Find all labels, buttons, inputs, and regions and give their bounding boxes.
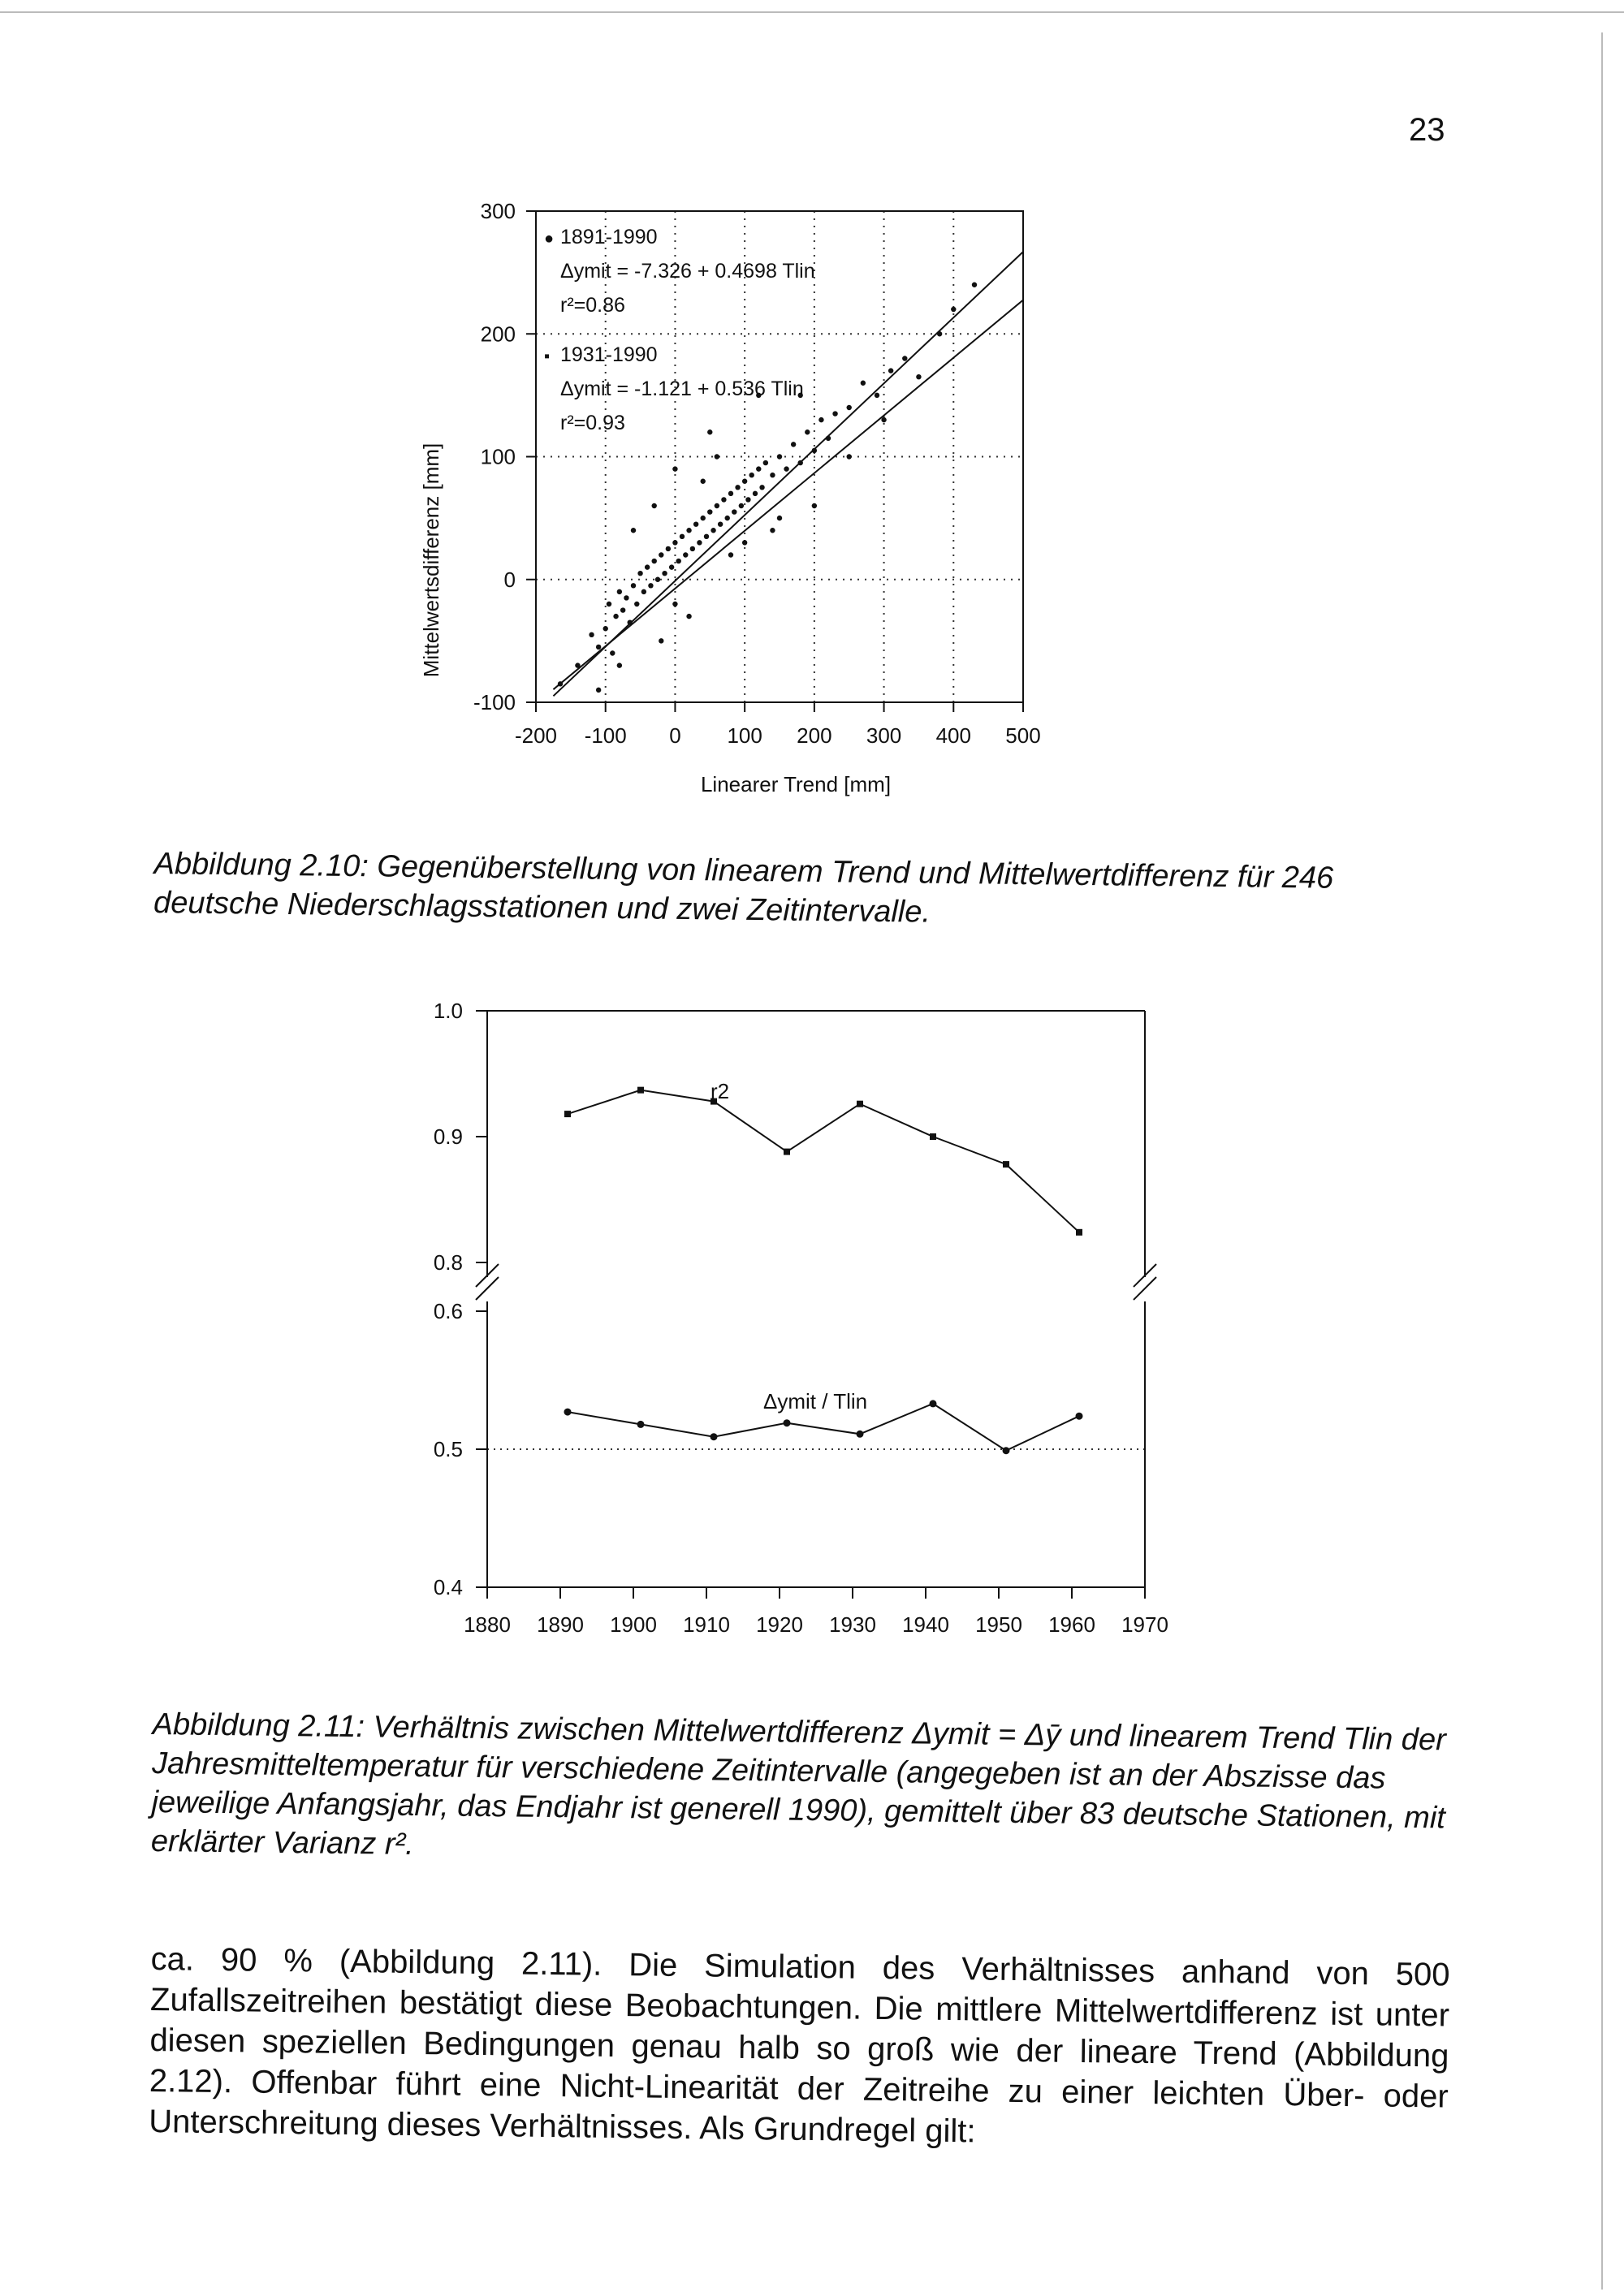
data-point — [672, 466, 677, 471]
data-point — [701, 516, 706, 520]
data-point — [652, 559, 657, 563]
legend-r2-1891: r²=0.86 — [560, 294, 625, 317]
data-point — [881, 417, 886, 422]
data-point — [732, 509, 736, 514]
series-line-r2 — [568, 1090, 1079, 1232]
data-point — [620, 607, 625, 612]
r2-marker — [930, 1133, 936, 1140]
data-point — [697, 540, 702, 545]
x-tick-label: 1890 — [537, 1612, 584, 1637]
data-point — [812, 503, 817, 508]
r2-marker — [784, 1149, 790, 1155]
scatter-y-axis-label: Mittelwertsdifferenz [mm] — [419, 442, 443, 678]
data-point — [715, 454, 719, 459]
data-point — [631, 528, 636, 533]
data-point — [832, 411, 837, 416]
data-point — [784, 466, 788, 471]
data-point — [763, 460, 768, 465]
data-point — [659, 552, 663, 557]
data-point — [701, 479, 706, 484]
data-point — [683, 552, 688, 557]
data-point — [655, 577, 660, 582]
r2-marker — [564, 1111, 571, 1117]
x-tick-label: 500 — [1005, 723, 1041, 748]
data-point — [624, 595, 628, 600]
data-point — [693, 521, 698, 526]
data-point — [607, 602, 611, 606]
legend-marker-1931: ▪ — [544, 347, 551, 365]
series-label-r2: r2 — [710, 1079, 730, 1103]
ratio-marker — [784, 1419, 791, 1426]
x-tick-label: -200 — [514, 723, 558, 748]
data-point — [686, 528, 691, 533]
data-point — [634, 602, 639, 606]
x-tick-label: 1910 — [683, 1612, 730, 1637]
y-tick-label: 0.8 — [433, 1250, 463, 1275]
data-point — [666, 546, 671, 551]
ratio-marker — [564, 1409, 572, 1416]
axis-break-mark — [476, 1277, 499, 1300]
scan-edge-top — [0, 11, 1624, 13]
data-point — [805, 429, 810, 434]
ratio-marker — [637, 1421, 645, 1428]
data-point — [648, 583, 653, 588]
data-point — [710, 528, 715, 533]
data-point — [617, 662, 622, 667]
data-point — [596, 645, 601, 650]
ratio-marker — [857, 1431, 864, 1438]
legend-equation-1891: Δymit = -7.326 + 0.4698 Tlin — [560, 260, 815, 283]
data-point — [756, 466, 761, 471]
data-point — [589, 632, 594, 637]
data-point — [715, 503, 719, 508]
scatter-x-axis-label: Linearer Trend [mm] — [700, 772, 892, 796]
data-point — [735, 485, 740, 490]
data-point — [686, 614, 691, 619]
x-tick-label: 400 — [935, 723, 971, 748]
y-tick-label: 0.6 — [433, 1299, 463, 1323]
data-point — [753, 491, 758, 496]
x-tick-label: 200 — [797, 723, 832, 748]
data-point — [617, 589, 622, 594]
legend-period-1891: 1891-1990 — [560, 226, 658, 248]
data-point — [875, 393, 879, 398]
scatter-legend — [544, 226, 815, 434]
data-point — [951, 307, 956, 312]
data-point — [770, 473, 775, 477]
data-point — [690, 546, 695, 551]
data-point — [777, 454, 782, 459]
data-point — [603, 626, 608, 631]
data-point — [770, 528, 775, 533]
legend-equation-1931: Δymit = -1.121 + 0.536 Tlin — [560, 378, 804, 400]
data-point — [742, 540, 747, 545]
data-point — [818, 417, 823, 422]
data-point — [902, 356, 907, 360]
ratio-marker — [1003, 1447, 1010, 1454]
ratio-marker — [1076, 1413, 1083, 1420]
data-point — [847, 405, 852, 410]
data-point — [610, 650, 615, 655]
data-point — [888, 368, 893, 373]
data-point — [704, 534, 709, 539]
r2-marker — [857, 1101, 863, 1107]
ratio-marker — [710, 1433, 718, 1440]
x-tick-label: 1880 — [464, 1612, 511, 1637]
data-point — [749, 473, 754, 477]
data-point — [721, 497, 726, 502]
r2-marker — [1076, 1229, 1082, 1236]
x-tick-label: 0 — [669, 723, 681, 748]
data-point — [725, 516, 730, 520]
y-tick-label: 0.4 — [433, 1575, 463, 1599]
body-paragraph: ca. 90 % (Abbildung 2.11). Die Simulation des Verhältnisses anhand von 500 Zufallszeitreihen bestätigt diese Beobachtungen. Die mittlere Mittelwertdifferenz ist unter diesen speziellen Bedingungen genau halb so groß wie der lineare Trend (Abbildung 2.12). Offenbar führt eine Nicht-Linearität der Zeitreihe zu einer leichten Über- oder Unterschreitung dieses Verhältnisses. Als Grundregel gilt: — [148, 1940, 1450, 2150]
x-tick-label: 1970 — [1121, 1612, 1168, 1637]
page-number: 23 — [1409, 112, 1445, 148]
legend-period-1931: 1931-1990 — [560, 343, 658, 366]
data-point — [972, 283, 977, 287]
figure-caption-2-10: Abbildung 2.10: Gegenüberstellung von linearem Trend und Mittelwertdifferenz für 246 deutsche Niederschlagsstationen und zwei Zeitintervalle. — [153, 846, 1334, 930]
data-point — [707, 429, 712, 434]
x-tick-label: 1930 — [829, 1612, 876, 1637]
y-tick-label: 0.9 — [433, 1124, 463, 1149]
legend-marker-1891: ● — [544, 230, 555, 248]
data-point — [742, 479, 747, 484]
x-tick-label: 1920 — [756, 1612, 803, 1637]
y-tick-label: 1.0 — [433, 999, 463, 1023]
scan-edge-right — [1601, 32, 1603, 2290]
axis-break-mark — [1134, 1277, 1156, 1300]
data-point — [718, 521, 723, 526]
data-point — [759, 485, 764, 490]
x-tick-label: 1940 — [902, 1612, 949, 1637]
data-point — [662, 571, 667, 576]
r2-marker — [1003, 1161, 1009, 1167]
data-point — [847, 454, 852, 459]
x-tick-label: 1960 — [1048, 1612, 1095, 1637]
data-point — [676, 559, 681, 563]
data-point — [739, 503, 744, 508]
x-tick-label: 1900 — [610, 1612, 657, 1637]
data-point — [645, 564, 650, 569]
data-point — [659, 638, 663, 643]
data-point — [596, 688, 601, 693]
data-point — [728, 491, 733, 496]
y-tick-label: 200 — [480, 322, 516, 347]
figure-caption-2-11: Abbildung 2.11: Verhältnis zwischen Mittelwertdifferenz Δymit = Δȳ und linearem Trend Tlin der Jahresmitteltemperatur für verschiedene Zeitintervalle (angegeben ist an der Abszisse das jeweilige Anfangsjahr, das Endjahr ist generell 1990), gemittelt über 83 deutsche Stationen, mit erklärter Varianz r². — [150, 1707, 1447, 1862]
x-tick-label: 100 — [727, 723, 762, 748]
y-tick-label: 0 — [503, 567, 516, 592]
data-point — [613, 614, 618, 619]
x-tick-label: 1950 — [975, 1612, 1022, 1637]
data-point — [916, 374, 921, 379]
data-point — [672, 540, 677, 545]
x-tick-label: -100 — [584, 723, 627, 748]
data-point — [777, 516, 782, 520]
x-tick-label: 300 — [866, 723, 902, 748]
data-point — [745, 497, 750, 502]
fit-lines — [553, 252, 1023, 696]
data-point — [641, 589, 646, 594]
r2-marker — [637, 1087, 644, 1094]
data-point — [680, 534, 685, 539]
ratio-axis-ticks — [434, 999, 1168, 1637]
y-tick-label: 0.5 — [433, 1437, 463, 1461]
regression-line-1931-1990 — [553, 252, 1023, 696]
data-point — [652, 503, 657, 508]
ratio-line-chart — [390, 986, 1202, 1660]
ratio-series-labels — [710, 1079, 867, 1413]
legend-r2-1931: r²=0.93 — [560, 412, 625, 434]
y-tick-label: 100 — [480, 444, 516, 469]
data-point — [861, 381, 866, 386]
y-tick-label: 300 — [480, 199, 516, 223]
data-point — [791, 442, 796, 447]
series-label-ratio: Δymit / Tlin — [763, 1389, 868, 1413]
ratio-chart-frame — [476, 1011, 1156, 1587]
ratio-marker — [930, 1400, 937, 1407]
data-point — [637, 571, 642, 576]
y-tick-label: -100 — [473, 690, 516, 714]
data-point — [669, 564, 674, 569]
data-point — [728, 552, 733, 557]
data-point — [631, 583, 636, 588]
scatter-chart — [406, 187, 1096, 812]
data-point — [672, 602, 677, 606]
data-point — [707, 509, 712, 514]
